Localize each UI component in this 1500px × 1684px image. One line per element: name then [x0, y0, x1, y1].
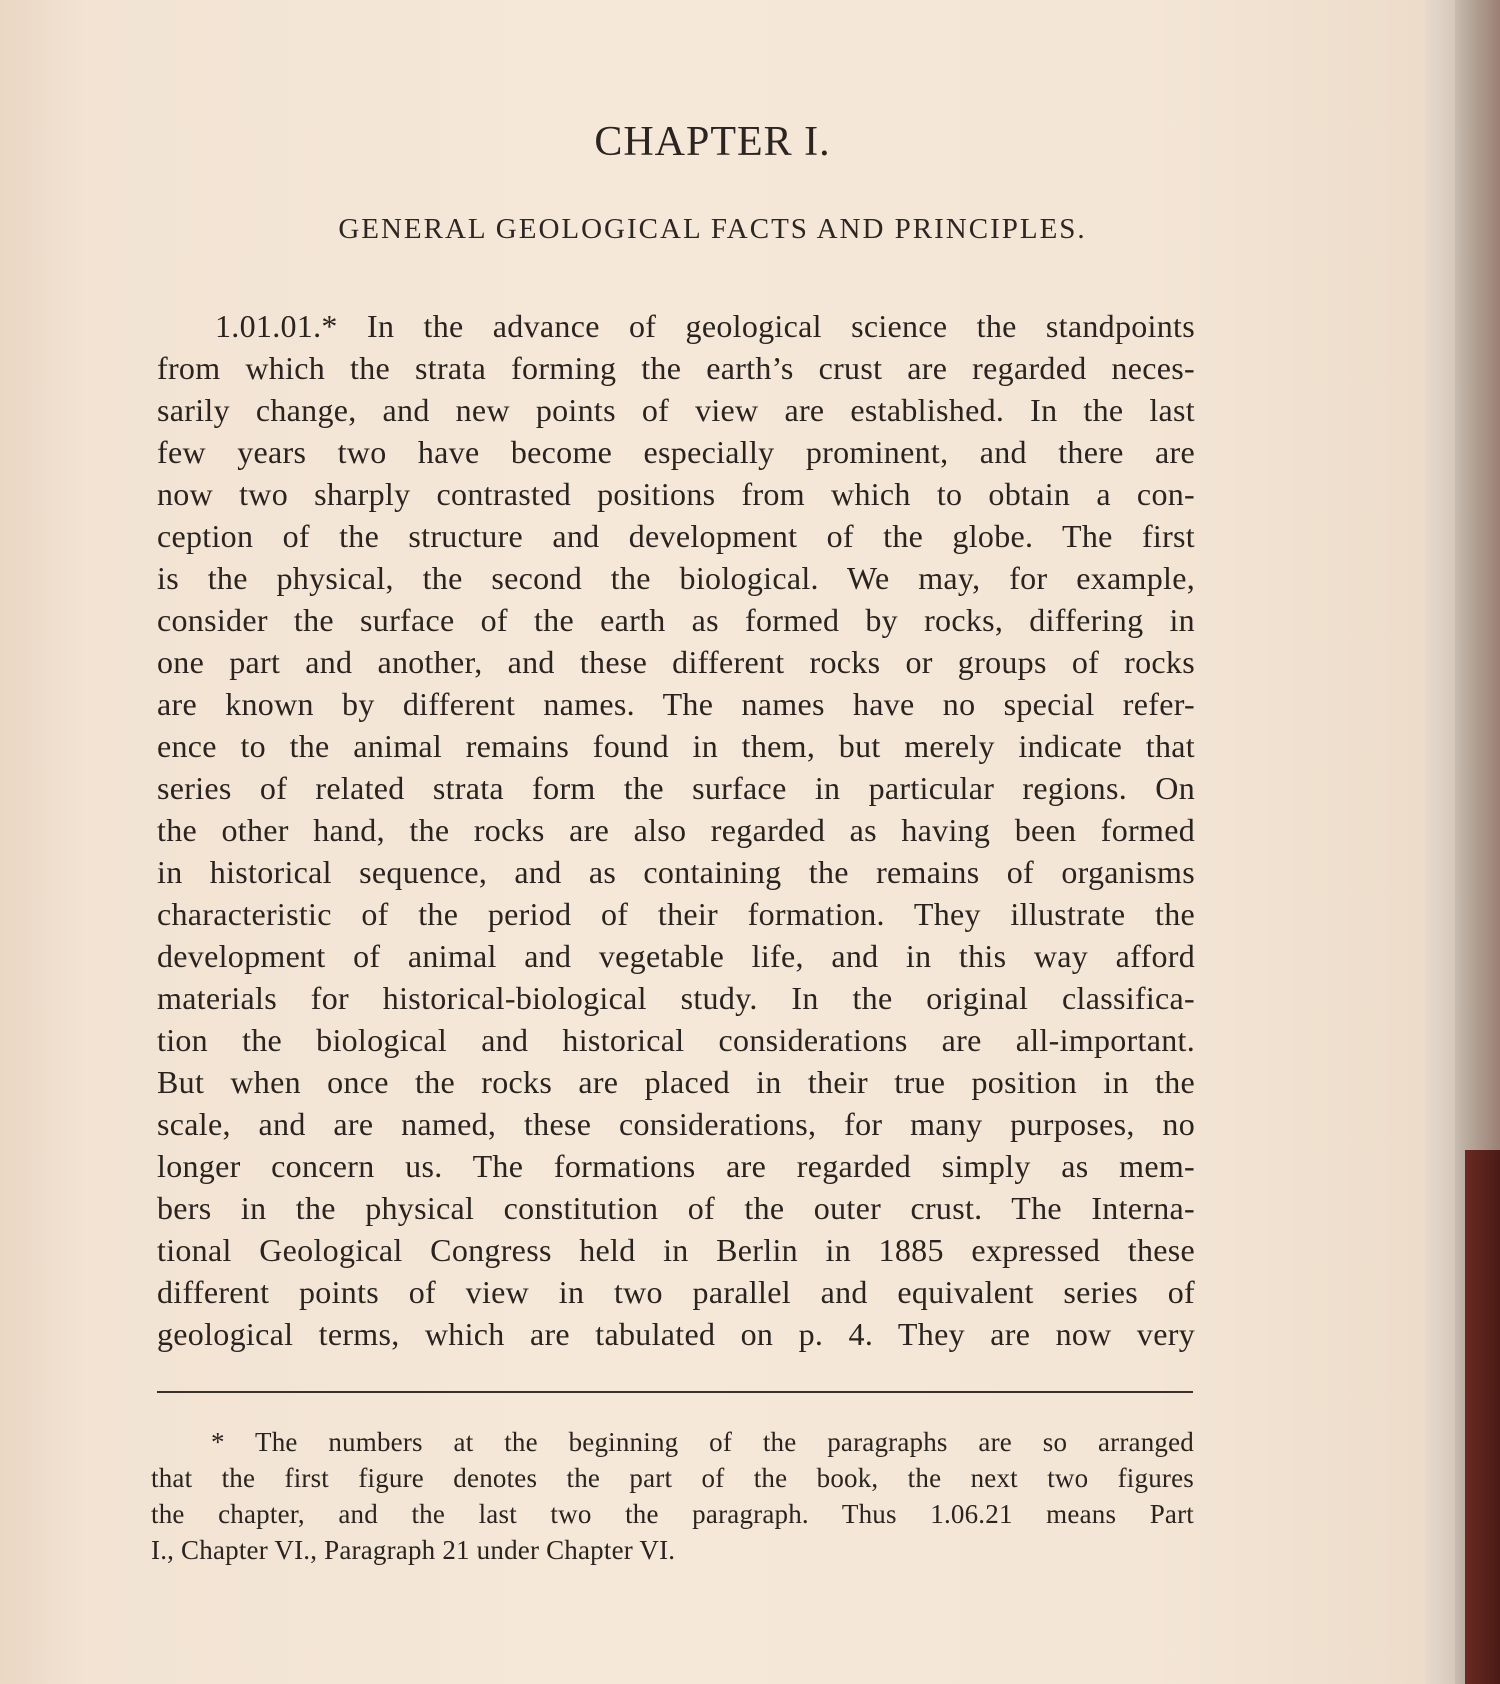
- body-line: tional Geological Congress held in Berlin in 1885 expressed these: [157, 1232, 1195, 1268]
- footnote-line: I., Chapter VI., Paragraph 21 under Chapter VI.: [151, 1535, 676, 1565]
- body-paragraph: [157, 305, 1195, 1355]
- footnote-line: * The numbers at the beginning of the paragraphs are so arranged: [211, 1427, 1194, 1457]
- body-line: the other hand, the rocks are also regarded as having been formed: [157, 812, 1195, 848]
- book-binding: [1465, 1150, 1500, 1684]
- body-line: 1.01.01.* In the advance of geological science the standpoints: [215, 308, 1195, 344]
- body-line: characteristic of the period of their formation. They illustrate the: [157, 896, 1195, 932]
- body-line: geological terms, which are tabulated on p. 4. They are now very: [157, 1316, 1195, 1352]
- body-line: is the physical, the second the biological. We may, for example,: [157, 560, 1195, 596]
- chapter-title: CHAPTER I.: [594, 119, 831, 165]
- body-line: from which the strata forming the earth’s crust are regarded neces-: [157, 350, 1195, 386]
- body-line: tion the biological and historical considerations are all-important.: [157, 1022, 1195, 1058]
- body-line: now two sharply contrasted positions from which to obtain a con-: [157, 476, 1195, 512]
- body-line: in historical sequence, and as containing the remains of organisms: [157, 854, 1195, 890]
- body-line: ception of the structure and development of the globe. The first: [157, 518, 1195, 554]
- body-line: materials for historical-biological study. In the original classifica-: [157, 980, 1195, 1016]
- footnote-line: that the first figure denotes the part of the book, the next two figures: [151, 1463, 1194, 1493]
- section-title: GENERAL GEOLOGICAL FACTS AND PRINCIPLES.: [338, 213, 1087, 245]
- body-line: one part and another, and these different rocks or groups of rocks: [157, 644, 1195, 680]
- body-line: few years two have become especially prominent, and there are: [157, 434, 1195, 470]
- body-line: scale, and are named, these considerations, for many purposes, no: [157, 1106, 1195, 1142]
- body-line: consider the surface of the earth as formed by rocks, differing in: [157, 602, 1195, 638]
- footnote-divider: [157, 1391, 1193, 1393]
- page-gutter: [1425, 0, 1455, 1684]
- body-line: different points of view in two parallel and equivalent series of: [157, 1274, 1195, 1310]
- body-line: ence to the animal remains found in them, but merely indicate that: [157, 728, 1195, 764]
- body-line: series of related strata form the surface in particular regions. On: [157, 770, 1195, 806]
- body-line: development of animal and vegetable life, and in this way afford: [157, 938, 1195, 974]
- body-line: sarily change, and new points of view are established. In the last: [157, 392, 1195, 428]
- body-line: bers in the physical constitution of the outer crust. The Interna-: [157, 1190, 1195, 1226]
- body-line: But when once the rocks are placed in their true position in the: [157, 1064, 1195, 1100]
- footnote-line: the chapter, and the last two the paragraph. Thus 1.06.21 means Part: [151, 1499, 1194, 1529]
- body-line: longer concern us. The formations are regarded simply as mem-: [157, 1148, 1195, 1184]
- footnote: [151, 1424, 1194, 1568]
- body-line: are known by different names. The names have no special refer-: [157, 686, 1195, 722]
